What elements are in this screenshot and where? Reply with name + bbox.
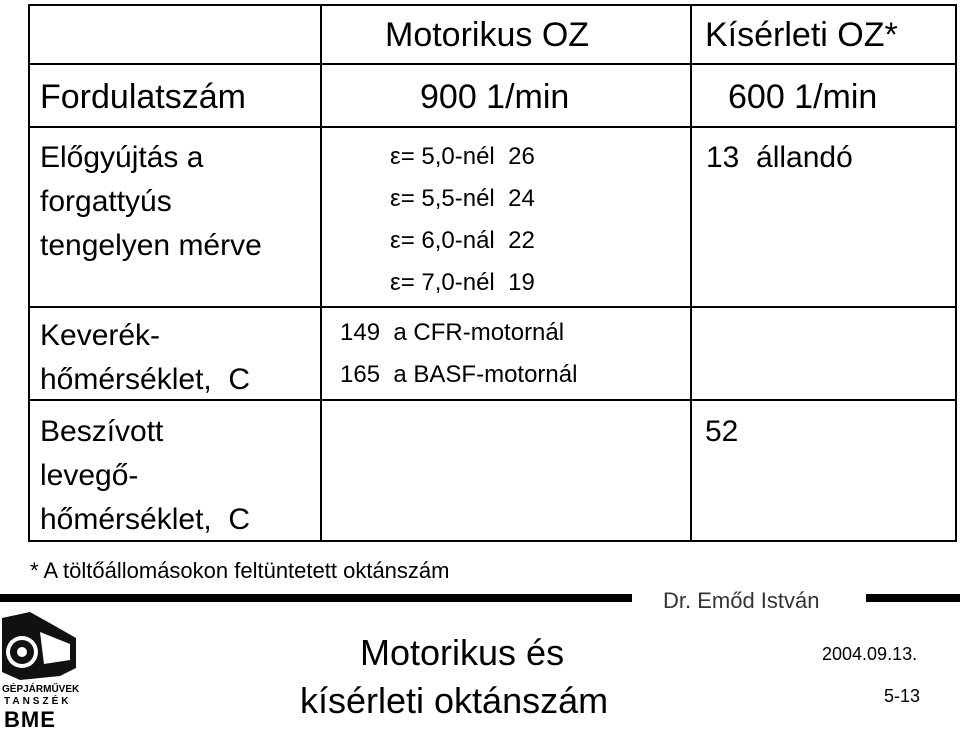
elogyujtas-value-line: ε= 5,5-nél 24 bbox=[390, 185, 535, 212]
slide-title-line: Motorikus és bbox=[360, 632, 565, 673]
author: Dr. Emőd István bbox=[663, 588, 820, 613]
row-divider bbox=[30, 126, 955, 128]
value-kiserleti-elogyujtas: 13 állandó bbox=[706, 141, 853, 174]
value-kiserleti-fordulatszam: 600 1/min bbox=[728, 78, 878, 116]
octane-table bbox=[28, 4, 957, 542]
header-motorikus: Motorikus OZ bbox=[385, 16, 590, 54]
elogyujtas-value-line: ε= 7,0-nél 19 bbox=[390, 269, 535, 296]
row-label-beszivott-line: hőmérséklet, C bbox=[40, 503, 251, 536]
row-label-beszivott-line: levegő- bbox=[40, 459, 139, 492]
row-label-keverek-line: Keverék- bbox=[40, 319, 161, 352]
footer-rule-right bbox=[866, 594, 960, 602]
date: 2004.09.13. bbox=[822, 644, 918, 664]
value-kiserleti-beszivott: 52 bbox=[705, 415, 739, 448]
keverek-value-line: 165 a BASF-motornál bbox=[340, 361, 578, 388]
row-label-keverek-line: hőmérséklet, C bbox=[40, 363, 251, 396]
page-number: 5-13 bbox=[884, 686, 921, 706]
logo-text-line: TANSZÉK bbox=[4, 696, 72, 707]
row-label-fordulatszam: Fordulatszám bbox=[40, 78, 246, 116]
footer-rule-left bbox=[0, 594, 632, 602]
header-kiserleti: Kísérleti OZ* bbox=[705, 16, 898, 54]
elogyujtas-value-line: ε= 6,0-nál 22 bbox=[390, 227, 535, 254]
row-label-elogyujtas-line: forgattyús bbox=[40, 185, 172, 218]
value-motorikus-fordulatszam: 900 1/min bbox=[420, 78, 570, 116]
logo-text-line: GÉPJÁRMŰVEK bbox=[2, 684, 80, 695]
elogyujtas-value-line: ε= 5,0-nél 26 bbox=[390, 143, 535, 170]
row-label-beszivott-line: Beszívott bbox=[40, 415, 164, 448]
row-divider bbox=[30, 306, 955, 308]
col-divider bbox=[690, 6, 692, 540]
keverek-value-line: 149 a CFR-motornál bbox=[340, 319, 565, 346]
row-label-elogyujtas-line: tengelyen mérve bbox=[40, 229, 262, 262]
footnote: * A töltőállomásokon feltüntetett oktánszám bbox=[30, 558, 450, 583]
row-label-elogyujtas-line: Előgyújtás a bbox=[40, 141, 204, 174]
logo-text-line: BME bbox=[4, 707, 56, 732]
slide-title-line: kísérleti oktánszám bbox=[300, 680, 609, 721]
bme-logo bbox=[0, 608, 80, 732]
row-divider bbox=[30, 63, 955, 65]
col-divider bbox=[320, 6, 322, 540]
